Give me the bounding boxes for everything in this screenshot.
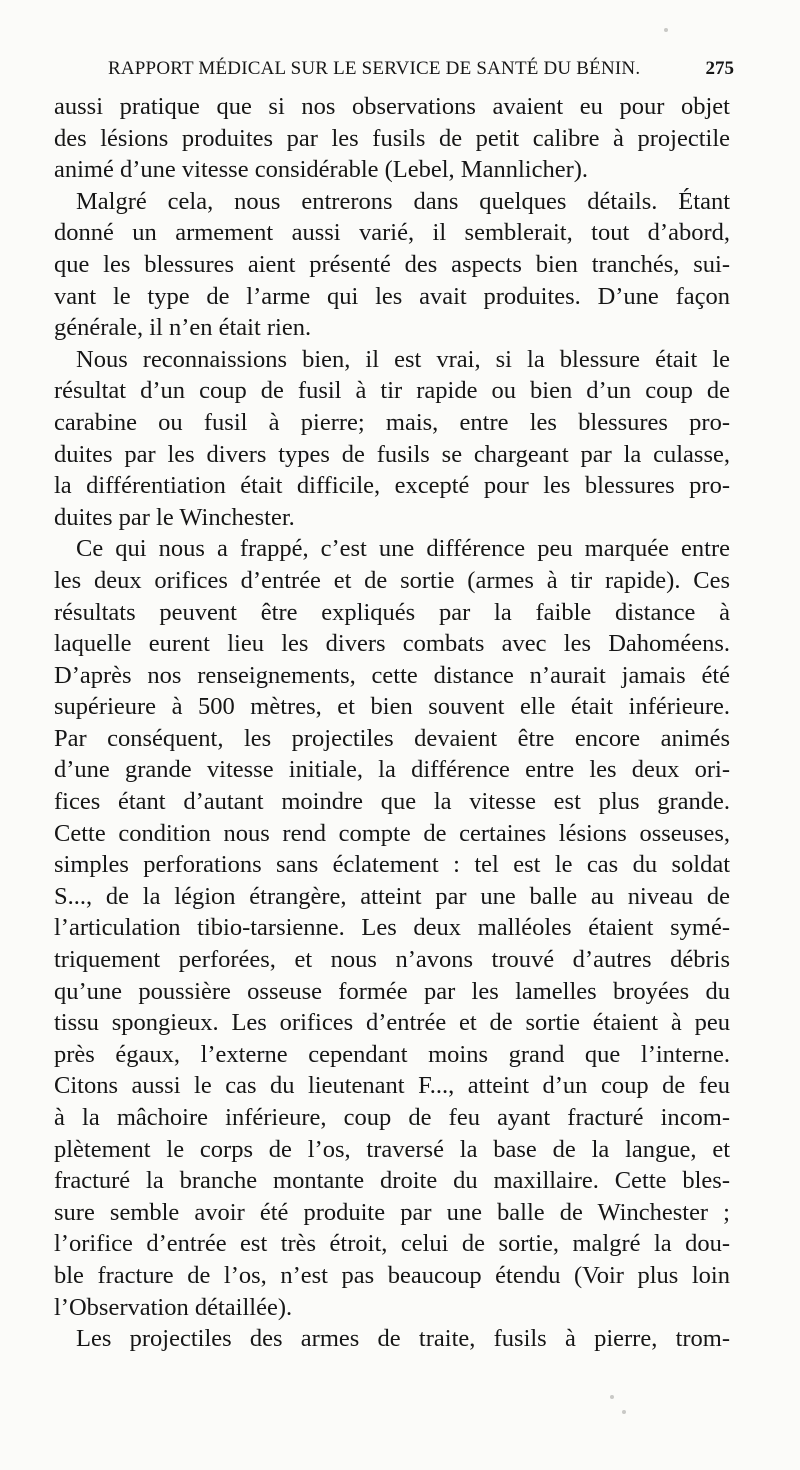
text-line: générale, il n’en était rien.	[54, 314, 312, 342]
text-line: Citons aussi le cas du lieutenant F..., atteint d’un coup de feu	[54, 1072, 730, 1100]
text-line: duites par le Winchester.	[54, 503, 295, 531]
body-text	[54, 91, 730, 1355]
text-line: les deux orifices d’entrée et de sortie (armes à tir rapide). Ces	[54, 566, 730, 594]
text-line: la différentiation était difficile, excepté pour les blessures pro-	[54, 472, 730, 500]
text-line: tissu spongieux. Les orifices d’entrée et de sortie étaient à peu	[54, 1009, 730, 1037]
text-line: simples perforations sans éclatement : tel est le cas du soldat	[54, 851, 730, 879]
page-number: 275	[705, 58, 734, 79]
text-line: D’après nos renseignements, cette distance n’aurait jamais été	[54, 661, 730, 689]
text-line: donné un armement aussi varié, il semblerait, tout d’abord,	[54, 219, 730, 247]
text-line: vant le type de l’arme qui les avait produites. D’une façon	[54, 282, 730, 310]
scan-speck	[622, 1410, 626, 1414]
text-line: Nous reconnaissions bien, il est vrai, si la blessure était le	[76, 345, 730, 373]
text-line: sure semble avoir été produite par une balle de Winchester ;	[54, 1198, 730, 1226]
text-line: fices étant d’autant moindre que la vitesse est plus grande.	[54, 788, 730, 816]
text-line: l’orifice d’entrée est très étroit, celui de sortie, malgré la dou-	[54, 1230, 730, 1258]
scan-speck	[610, 1395, 614, 1399]
text-line: carabine ou fusil à pierre; mais, entre les blessures pro-	[54, 408, 730, 436]
text-line: l’Observation détaillée).	[54, 1293, 293, 1321]
text-line: animé d’une vitesse considérable (Lebel, Mannlicher).	[54, 156, 589, 184]
running-header	[108, 54, 740, 84]
text-line: qu’une poussière osseuse formée par les lamelles broyées du	[54, 977, 730, 1005]
running-title: RAPPORT MÉDICAL SUR LE SERVICE DE SANTÉ DU BÉNIN.	[108, 58, 641, 79]
text-line: à la mâchoire inférieure, coup de feu ayant fracturé incom-	[54, 1104, 730, 1131]
text-line: près égaux, l’externe cependant moins grand que l’interne.	[54, 1040, 730, 1068]
text-line: résultats peuvent être expliqués par la faible distance à	[54, 598, 730, 626]
scan-speck	[664, 28, 668, 32]
text-line: ble fracture de l’os, n’est pas beaucoup étendu (Voir plus loin	[54, 1261, 730, 1289]
text-line: triquement perforées, et nous n’avons trouvé d’autres débris	[54, 946, 730, 974]
text-line: résultat d’un coup de fusil à tir rapide ou bien d’un coup de	[54, 377, 730, 405]
text-line: fracturé la branche montante droite du maxillaire. Cette bles-	[54, 1167, 730, 1195]
text-line: Cette condition nous rend compte de certaines lésions osseuses,	[54, 819, 730, 847]
text-line: duites par les divers types de fusils se chargeant par la culasse,	[54, 440, 730, 468]
text-line: des lésions produites par les fusils de petit calibre à projectile	[54, 124, 730, 152]
text-line: Les projectiles des armes de traite, fusils à pierre, trom-	[76, 1325, 730, 1353]
text-line: Ce qui nous a frappé, c’est une différence peu marquée entre	[76, 535, 730, 563]
text-line: d’une grande vitesse initiale, la différence entre les deux ori-	[54, 756, 730, 784]
text-line: plètement le corps de l’os, traversé la base de la langue, et	[54, 1135, 730, 1163]
text-line: l’articulation tibio-tarsienne. Les deux malléoles étaient symé-	[54, 914, 730, 942]
text-line: supérieure à 500 mètres, et bien souvent elle était inférieure.	[54, 693, 730, 721]
text-line: aussi pratique que si nos observations avaient eu pour objet	[54, 93, 730, 120]
text-line: S..., de la légion étrangère, atteint par une balle au niveau de	[54, 882, 730, 910]
text-line: que les blessures aient présenté des aspects bien tranchés, sui-	[54, 250, 730, 278]
text-line: Malgré cela, nous entrerons dans quelques détails. Étant	[76, 187, 730, 215]
text-line: laquelle eurent lieu les divers combats avec les Dahoméens.	[54, 630, 730, 658]
text-line: Par conséquent, les projectiles devaient être encore animés	[54, 724, 730, 752]
